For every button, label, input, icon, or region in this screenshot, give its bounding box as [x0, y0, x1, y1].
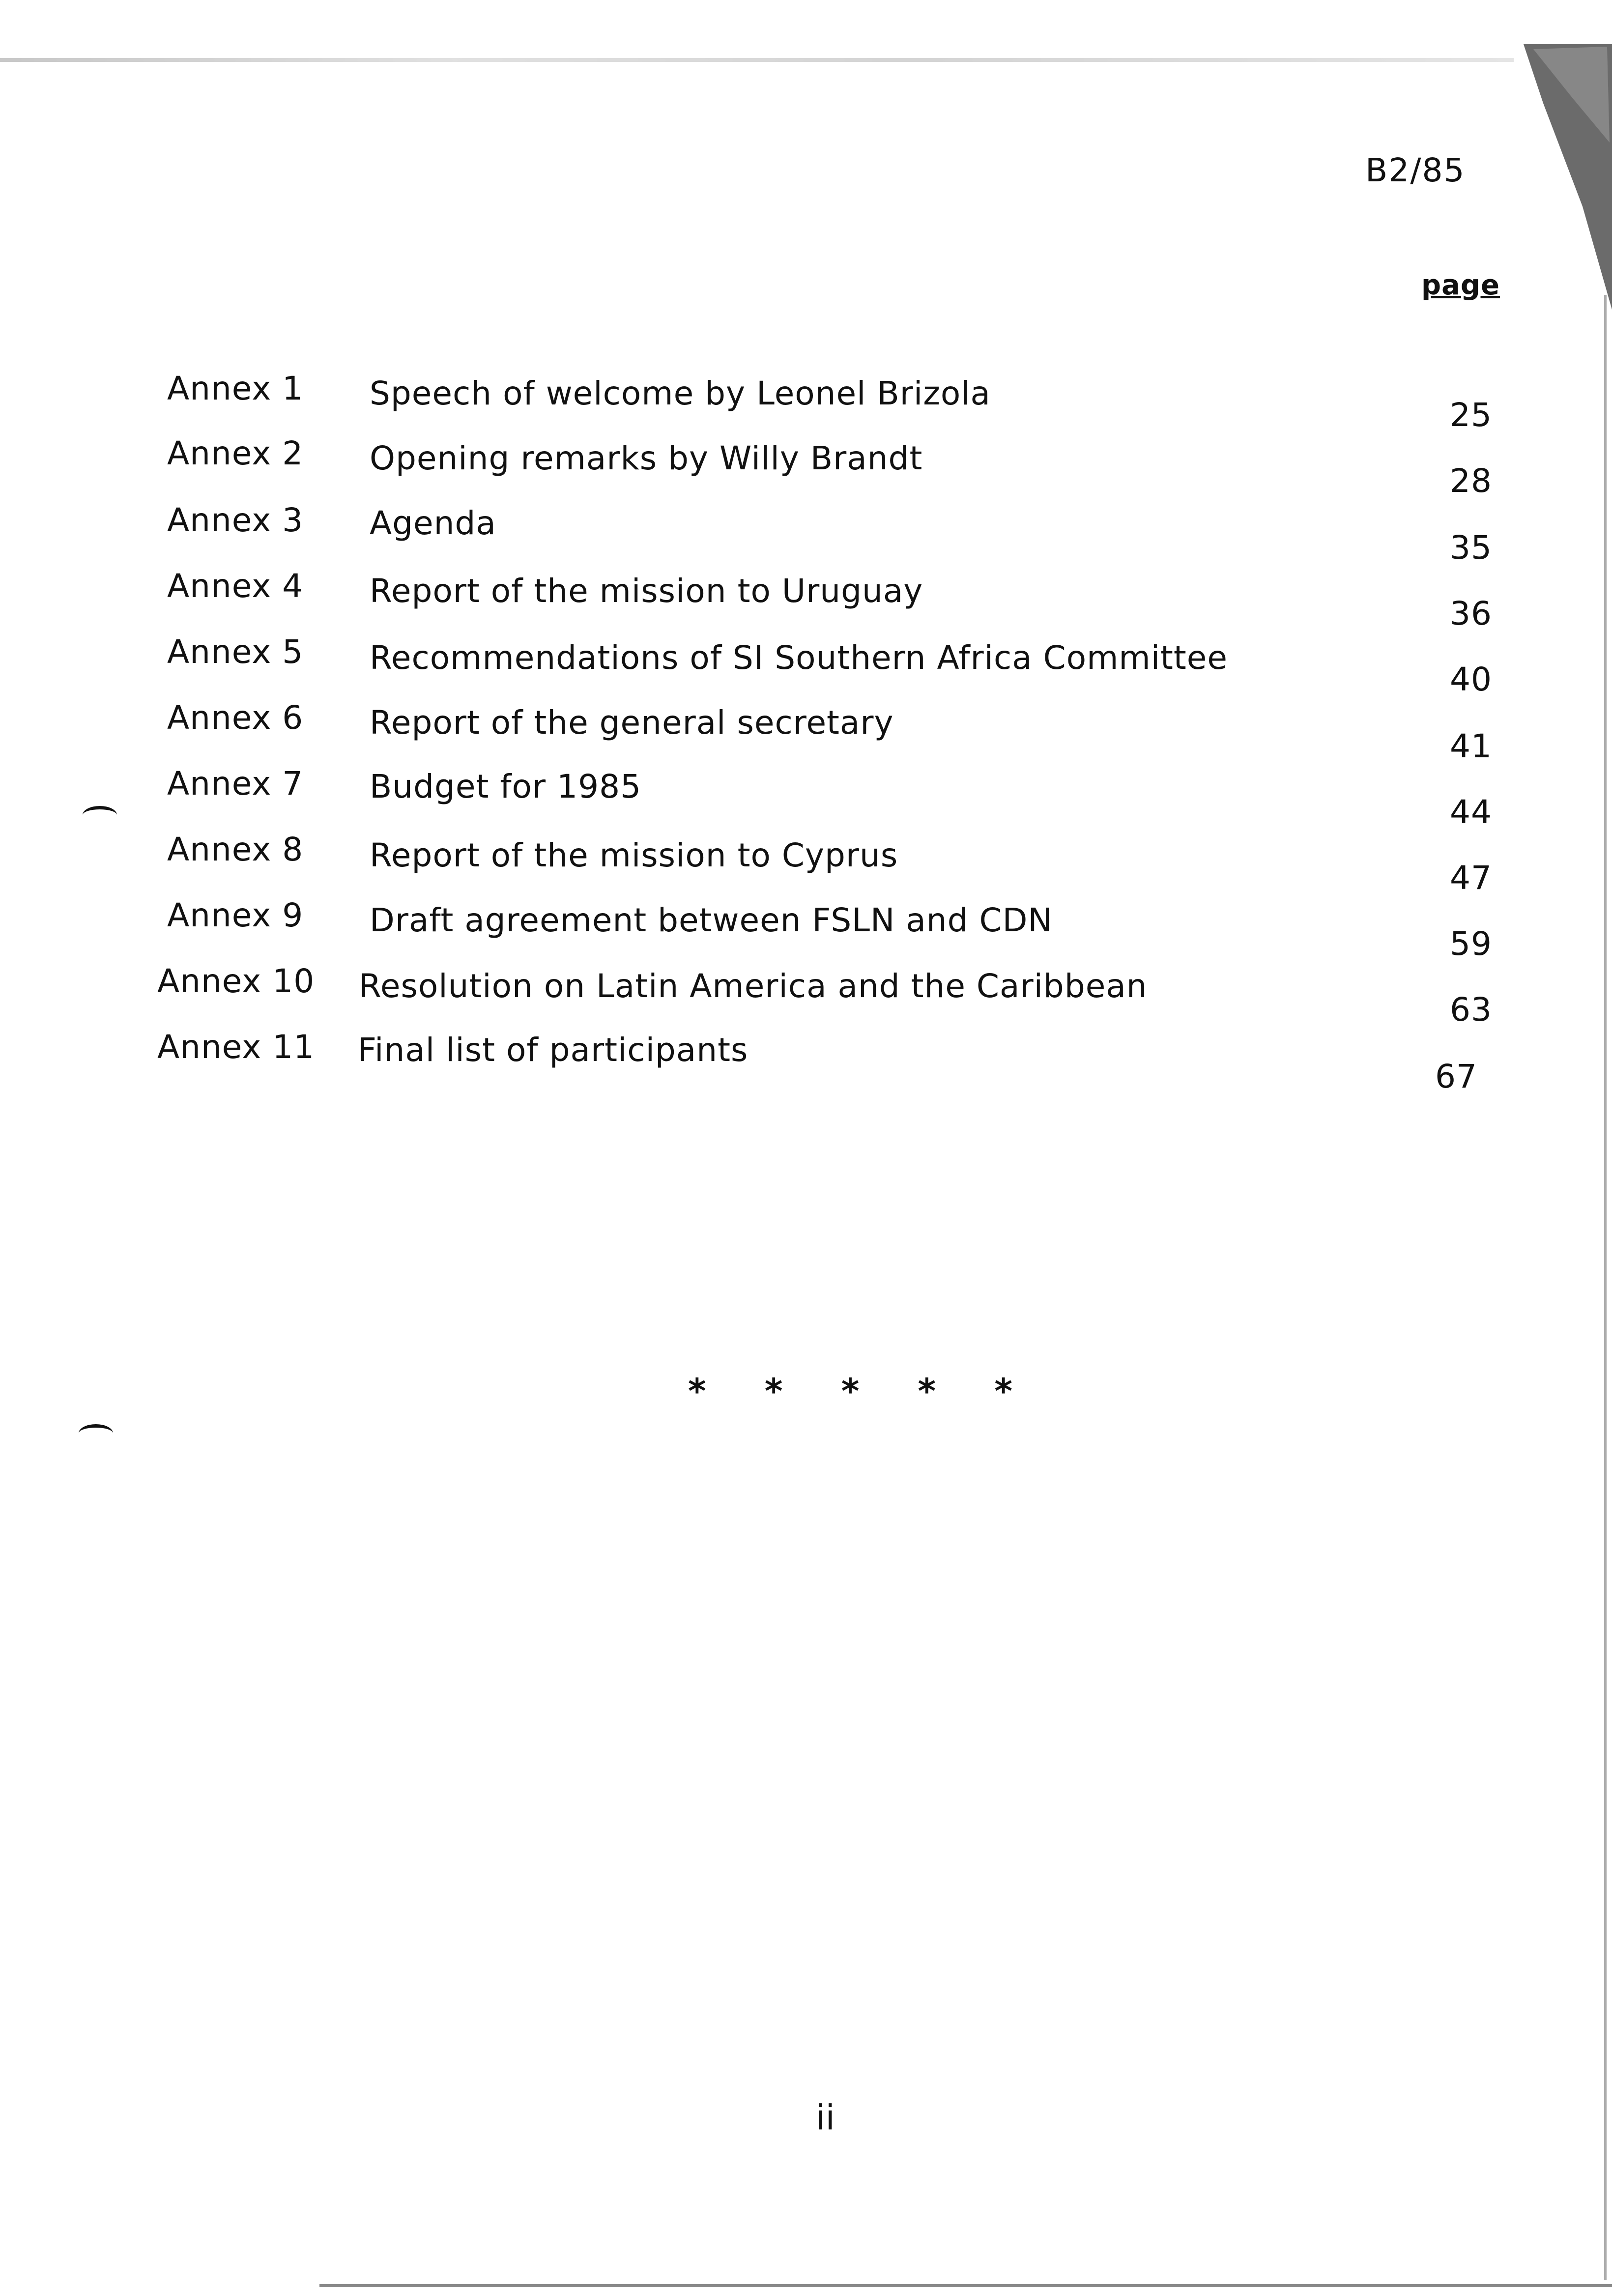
separator-star: * [994, 1371, 1012, 1411]
annex-title: Agenda [370, 504, 496, 542]
annex-title: Recommendations of SI Southern Africa Committee [370, 639, 1228, 677]
toc-row [0, 567, 1612, 632]
toc-row [0, 962, 1612, 1029]
annex-page-number: 28 [1450, 462, 1492, 500]
section-separator [688, 1371, 1012, 1411]
toc-row [0, 370, 1612, 434]
binding-hole-mark [79, 1424, 113, 1442]
annex-label: Annex 6 [167, 699, 304, 737]
scan-edge-top [0, 58, 1514, 62]
separator-star: * [918, 1371, 936, 1411]
annex-page-number: 44 [1450, 793, 1492, 831]
annex-title: Budget for 1985 [370, 768, 642, 805]
annex-page-number: 67 [1435, 1058, 1477, 1095]
annex-page-number: 63 [1450, 991, 1492, 1029]
annex-page-number: 41 [1450, 727, 1492, 765]
annex-title: Report of the mission to Cyprus [370, 836, 898, 874]
annex-title: Final list of participants [358, 1031, 748, 1069]
annex-label: Annex 11 [157, 1028, 315, 1066]
document-reference: B2/85 [1365, 151, 1466, 189]
annex-title: Speech of welcome by Leonel Brizola [370, 374, 991, 412]
page-column-heading: page [1421, 269, 1500, 301]
page-folio: ii [816, 2097, 835, 2138]
annex-label: Annex 4 [167, 567, 304, 605]
annex-page-number: 40 [1450, 660, 1492, 698]
toc-row [0, 896, 1612, 963]
scan-edge-bottom [319, 2284, 1612, 2287]
annex-label: Annex 10 [157, 962, 315, 1000]
annex-label: Annex 8 [167, 831, 304, 868]
toc-row [0, 765, 1612, 831]
annex-label: Annex 1 [167, 370, 304, 407]
annex-page-number: 25 [1450, 396, 1492, 434]
annex-title: Report of the general secretary [370, 704, 894, 742]
annex-page-number: 35 [1450, 529, 1492, 567]
annex-label: Annex 5 [167, 633, 304, 671]
annex-page-number: 36 [1450, 595, 1492, 632]
toc-row [0, 831, 1612, 897]
annex-label: Annex 7 [167, 765, 304, 803]
annex-page-number: 47 [1450, 859, 1492, 897]
annex-title: Resolution on Latin America and the Caribbean [359, 967, 1148, 1005]
annex-title: Report of the mission to Uruguay [370, 572, 923, 610]
annex-page-number: 59 [1450, 925, 1492, 963]
toc-row [0, 633, 1612, 698]
annex-title: Opening remarks by Willy Brandt [370, 439, 923, 477]
annex-title: Draft agreement between FSLN and CDN [370, 901, 1053, 939]
annex-label: Annex 9 [167, 896, 304, 934]
annex-label: Annex 2 [167, 434, 304, 472]
separator-star: * [841, 1371, 860, 1411]
folded-corner-shadow [1514, 44, 1612, 319]
separator-star: * [688, 1371, 706, 1411]
toc-row [0, 699, 1612, 765]
toc-row [0, 434, 1612, 500]
toc-row [0, 1028, 1612, 1095]
toc-row [0, 501, 1612, 567]
separator-star: * [764, 1371, 783, 1411]
annex-label: Annex 3 [167, 501, 304, 539]
